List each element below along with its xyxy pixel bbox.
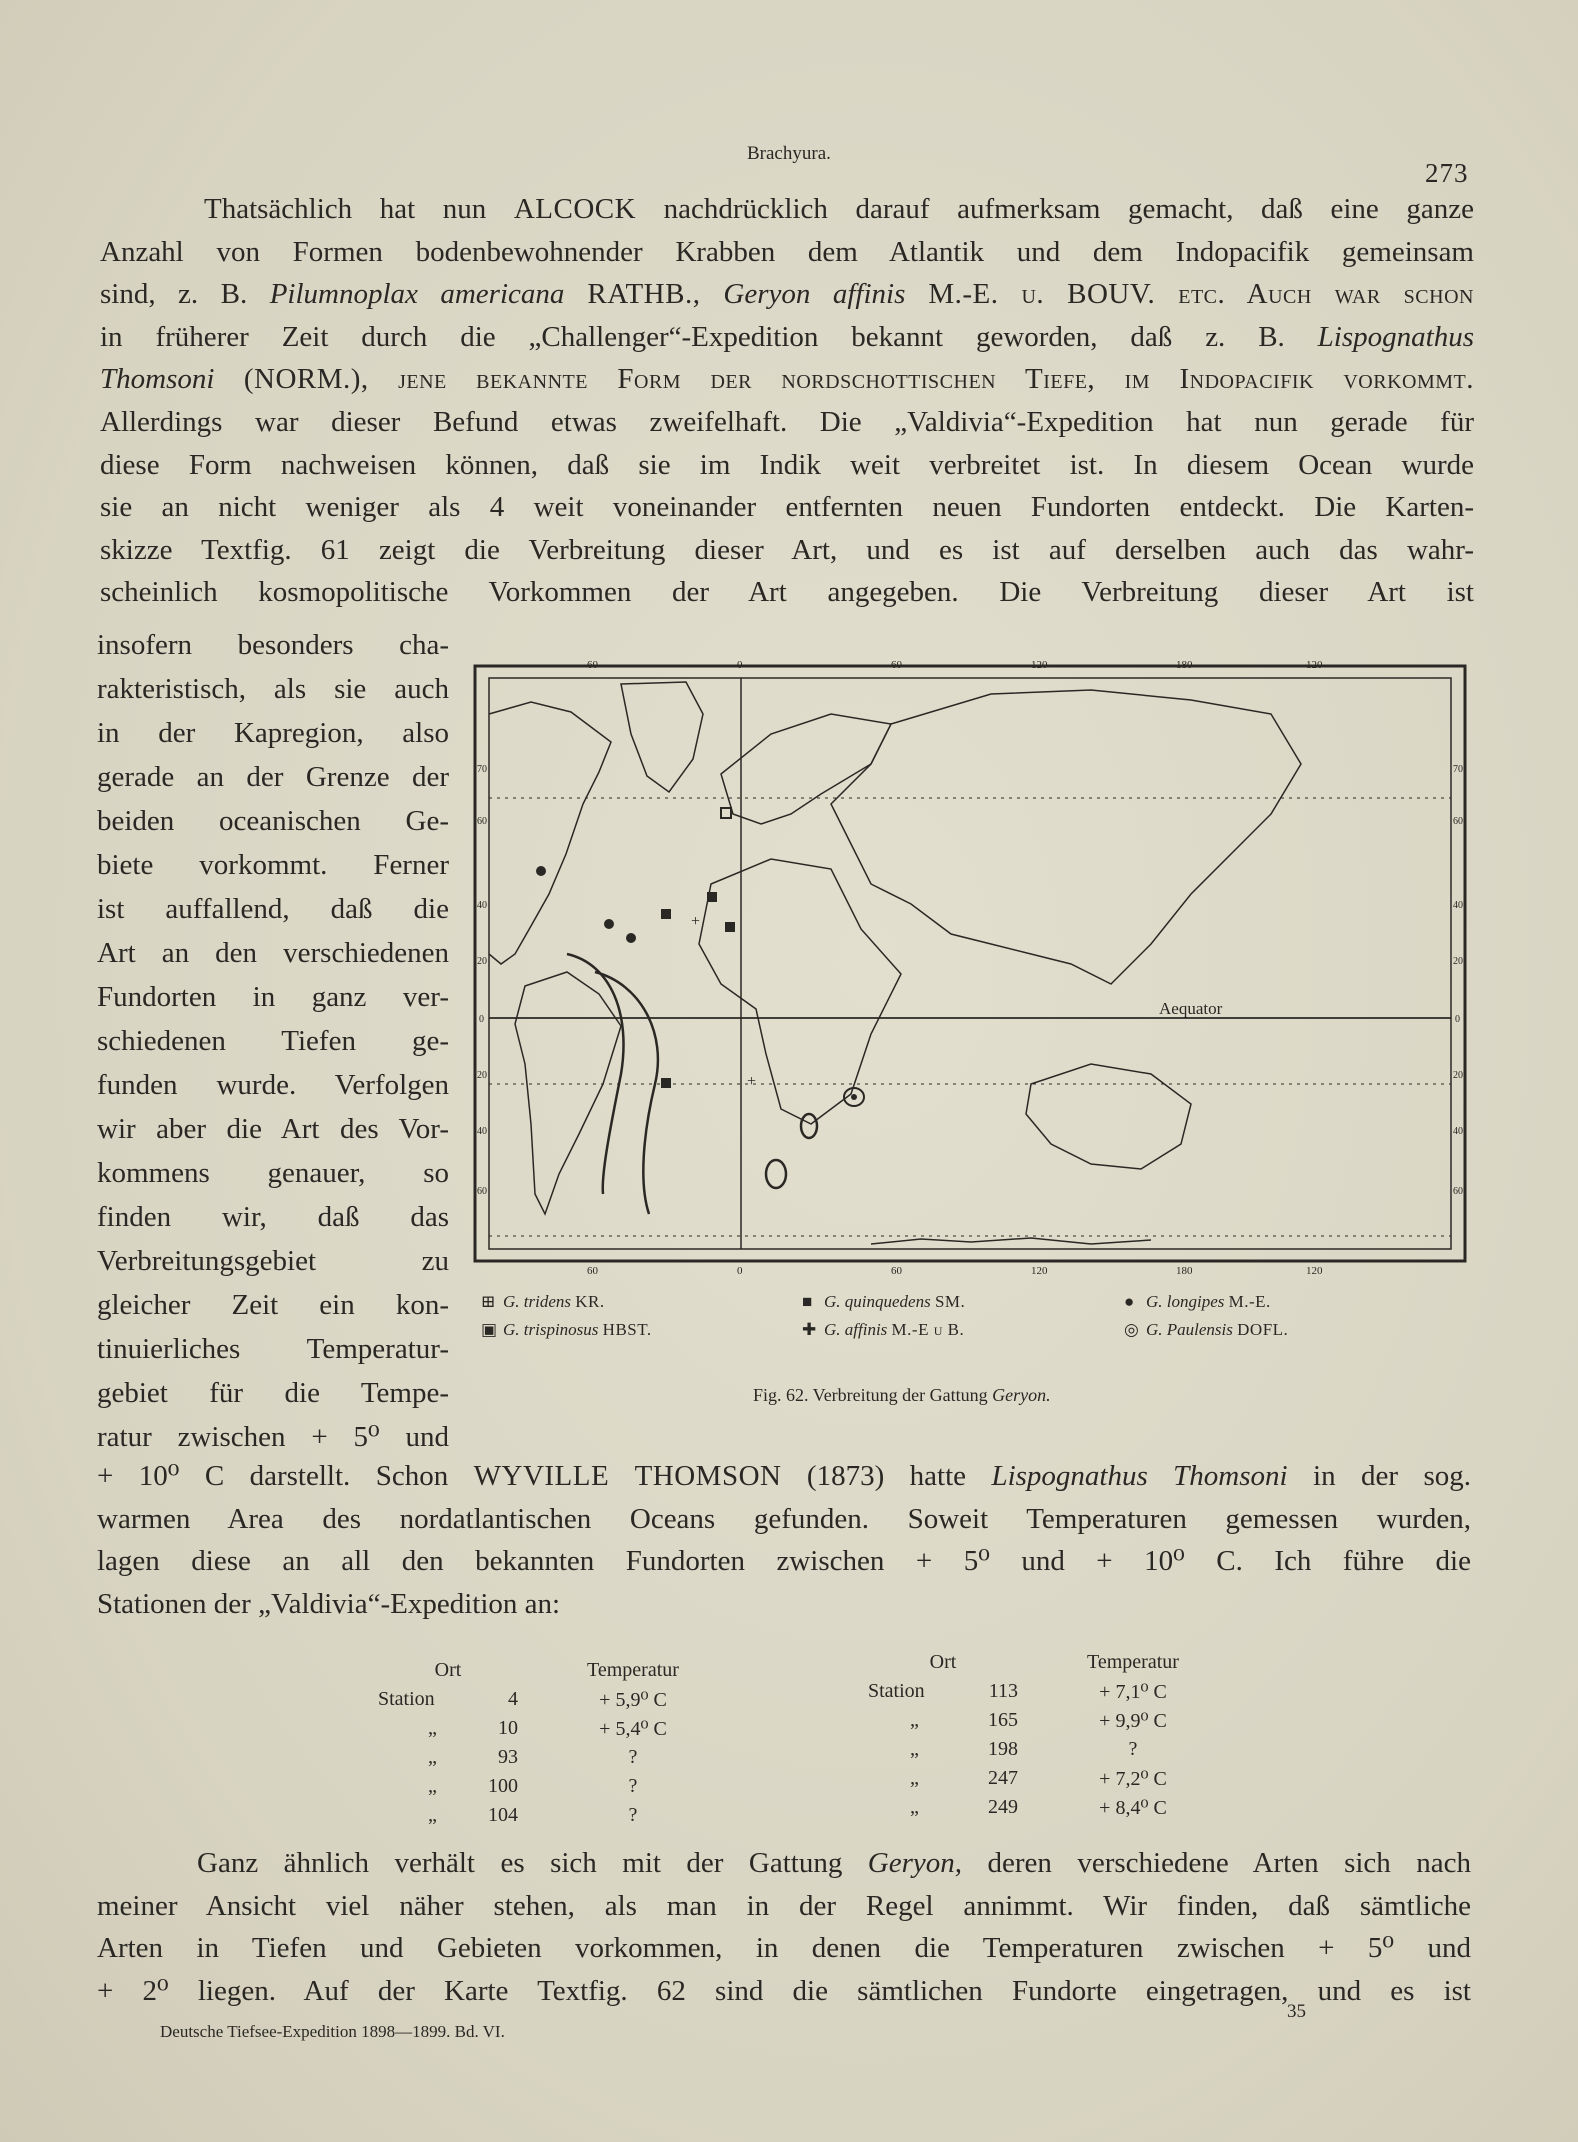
text-run: Anzahl von Formen bodenbewohnender Krabben dem Atlantik und dem Indopacifik gemeinsam [100, 235, 1474, 268]
table-cell: + 9,9⁰ C [1099, 1710, 1167, 1732]
legend-item [481, 1292, 605, 1312]
stations-table-right [868, 1648, 1248, 1822]
species-name: Lispognathus Thomsoni [991, 1460, 1288, 1492]
map-tick-label: 20 [477, 1070, 487, 1081]
affinis-symbol-icon: ✚ [802, 1320, 817, 1339]
table-cell: 93 [498, 1746, 518, 1768]
legend-item [1124, 1320, 1288, 1340]
quinquedens-symbol-icon: ■ [802, 1292, 813, 1311]
table-row [378, 1743, 748, 1772]
text-line [97, 1842, 1471, 1885]
table-cell: „ [910, 1767, 919, 1789]
table-cell: 165 [988, 1709, 1018, 1731]
table-cell: 249 [988, 1796, 1018, 1818]
map-tick-label: 60 [477, 1186, 487, 1197]
legend-author: HBST. [602, 1320, 652, 1339]
marker-longipes [536, 866, 546, 876]
author-name: WYVILLE THOMSON [473, 1460, 782, 1492]
table-cell: 10 [498, 1717, 518, 1739]
table-row [378, 1801, 748, 1830]
page-number: 273 [1425, 158, 1469, 188]
text-run: deren verschiedene Arten sich nach [962, 1847, 1471, 1879]
text-line [100, 529, 1474, 572]
table-cell: „ [910, 1796, 919, 1818]
species-name: Lispognathus [1317, 320, 1474, 353]
table-cell: „ [428, 1717, 437, 1739]
column-header: Ort [929, 1651, 957, 1673]
distribution-boundary-curve [567, 954, 624, 1194]
text-line: beiden oceanischen Ge- [97, 805, 449, 837]
text-run: + 10⁰ C darstellt. Schon [97, 1460, 474, 1492]
distribution-ring [766, 1160, 786, 1188]
legend-item [481, 1320, 652, 1340]
table-cell: Station [378, 1688, 435, 1710]
table-cell: + 7,2⁰ C [1099, 1768, 1167, 1790]
text-line [97, 1455, 1471, 1498]
map-tick-label: 180 [1176, 1265, 1193, 1277]
species-name: Geryon, [867, 1847, 963, 1879]
text-run: + 2⁰ liegen. Auf der Karte Textfig. 62 sind die sämtlichen Fundorte eingetragen, und es ist [97, 1974, 1471, 2007]
map-tick-label: 40 [1453, 1126, 1463, 1137]
map-inner-frame [489, 678, 1451, 1249]
map-tick-label: 20 [1453, 1070, 1463, 1081]
world-map-figure [471, 654, 1471, 1277]
map-tick-label: 0 [737, 659, 743, 671]
legend-species: G. affinis [824, 1320, 888, 1339]
text-line [97, 1540, 1471, 1583]
marker-affinis: + [691, 913, 701, 930]
table-cell: „ [428, 1775, 437, 1797]
table-cell: „ [428, 1804, 437, 1826]
table-row [868, 1793, 1248, 1822]
text-run: diese Form nachweisen können, daß sie im Indik weit verbreitet ist. In diesem Ocean wurde [100, 448, 1474, 481]
table-cell: ? [628, 1804, 638, 1826]
table-cell: + 8,4⁰ C [1099, 1797, 1167, 1819]
marker-affinis: + [747, 1073, 757, 1090]
map-tick-label: 120 [1031, 659, 1048, 671]
text-run: (NORM.), jene bekannte Form der nordschottischen Tiefe, im Indopacifik vorkommt. [214, 363, 1474, 396]
map-tick-label: 0 [1455, 1014, 1460, 1025]
table-row [378, 1772, 748, 1801]
table-row [868, 1706, 1248, 1735]
text-line: gebiet für die Tempe- [97, 1377, 449, 1409]
text-run: scheinlich kosmopolitische Vorkommen der Art angegeben. Die Verbreitung dieser Art ist [100, 576, 1474, 609]
map-tick-label: 120 [1031, 1265, 1048, 1277]
text-run: Stationen der „Valdivia“-Expedition an: [97, 1587, 561, 1620]
legend-author: KR. [575, 1292, 605, 1311]
map-tick-label: 120 [1306, 1265, 1323, 1277]
table-cell: 113 [988, 1680, 1018, 1702]
table-row [378, 1685, 748, 1714]
text-line [97, 1885, 1471, 1928]
text-run: M.-E. u. BOUV. etc. Auch war schon [905, 278, 1474, 311]
text-run: Ganz ähnlich verhält es sich mit der Gattung [197, 1847, 868, 1879]
legend-species: G. Paulensis [1146, 1320, 1233, 1339]
marker-paulensis [851, 1094, 857, 1100]
text-run: sind, z. B. [100, 278, 270, 311]
text-line [100, 444, 1474, 487]
text-run: Allerdings war dieser Befund etwas zweifelhaft. Die „Valdivia“-Expedition hat nun gerade für [100, 405, 1474, 438]
landmass-antarctica [871, 1238, 1151, 1244]
text-line [97, 1498, 1471, 1541]
landmass-australia [1026, 1064, 1191, 1169]
map-tick-label: 60 [477, 816, 487, 827]
figure-caption [753, 1385, 1051, 1406]
text-line [97, 1583, 1471, 1626]
text-line: kommens genauer, so [97, 1157, 449, 1189]
map-tick-label: 40 [477, 900, 487, 911]
equator-label: Aequator [1159, 999, 1223, 1018]
text-run: meiner Ansicht viel näher stehen, als man in der Regel annimmt. Wir finden, daß sämtliche [97, 1889, 1471, 1922]
marker-quinquedens [725, 922, 735, 932]
marker-longipes [604, 919, 614, 929]
legend-item [1124, 1292, 1271, 1312]
side-column-text [97, 623, 449, 1459]
map-tick-label: 60 [1453, 1186, 1463, 1197]
legend-author: M.-E. [1228, 1292, 1271, 1311]
map-tick-label: 40 [477, 1126, 487, 1137]
map-tick-label: 60 [891, 1265, 902, 1277]
text-line: gerade an der Grenze der [97, 761, 449, 793]
text-line: rakteristisch, als sie auch [97, 673, 449, 705]
paragraph-4 [97, 1842, 1471, 2012]
text-line: tinuierliches Temperatur- [97, 1333, 449, 1365]
caption-text: Fig. 62. Verbreitung der Gattung [753, 1385, 993, 1405]
landmass-greenland [621, 682, 703, 792]
marker-quinquedens [707, 892, 717, 902]
text-line [100, 358, 1474, 401]
text-line [100, 486, 1474, 529]
legend-item [802, 1320, 964, 1340]
legend-species: G. longipes [1146, 1292, 1225, 1311]
legend-author: SM. [934, 1292, 966, 1311]
text-line: ist auffallend, daß die [97, 893, 449, 925]
text-run: in der sog. [1287, 1460, 1471, 1492]
author-name: ALCOCK [513, 193, 637, 225]
legend-species: G. tridens [503, 1292, 571, 1311]
map-tick-label: 120 [1306, 659, 1323, 671]
species-name: Thomsoni [100, 363, 215, 396]
map-tick-label: 180 [1176, 659, 1193, 671]
column-header: Ort [434, 1659, 462, 1681]
map-outer-frame [475, 666, 1465, 1261]
map-tick-label: 60 [587, 659, 598, 671]
text-line: funden wurde. Verfolgen [97, 1069, 449, 1101]
map-tick-label: 60 [891, 659, 902, 671]
distribution-ring [801, 1114, 817, 1138]
table-cell: ? [628, 1775, 638, 1797]
longipes-symbol-icon: ● [1124, 1292, 1135, 1311]
text-run: RATHB., [564, 278, 724, 311]
legend-author: DOFL. [1237, 1320, 1289, 1339]
table-cell: + 5,9⁰ C [599, 1689, 667, 1711]
text-line [100, 188, 1474, 231]
text-run: in früherer Zeit durch die „Challenger“-Expedition bekannt geworden, daß z. B. [100, 320, 1318, 353]
table-header-row [378, 1656, 748, 1685]
legend-author: M.-E u B. [891, 1320, 965, 1339]
marker-quinquedens [661, 909, 671, 919]
table-cell: Station [868, 1680, 925, 1702]
text-run: Arten in Tiefen und Gebieten vorkommen, in denen die Temperaturen zwischen + 5⁰ und [97, 1932, 1471, 1965]
table-cell: 104 [488, 1804, 518, 1826]
map-tick-label: 0 [737, 1265, 743, 1277]
marker-quinquedens [661, 1078, 671, 1088]
paragraph-1 [100, 188, 1474, 614]
table-cell: ? [1128, 1738, 1138, 1760]
map-tick-label: 0 [479, 1014, 484, 1025]
text-run: sie an nicht weniger als 4 weit voneinander entfernten neuen Fundorten entdeckt. Die Karten- [100, 491, 1474, 524]
text-line: Fundorten in ganz ver- [97, 981, 449, 1013]
caption-genus: Geryon. [992, 1385, 1051, 1405]
text-run: lagen diese an all den bekannten Fundorten zwischen + 5⁰ und + 10⁰ C. Ich führe die [97, 1545, 1471, 1578]
text-line [100, 273, 1474, 316]
map-tick-label: 40 [1453, 900, 1463, 911]
text-line: gleicher Zeit ein kon- [97, 1289, 449, 1321]
text-line [100, 401, 1474, 444]
text-line: insofern besonders cha- [97, 629, 449, 661]
text-line [97, 1970, 1471, 2013]
table-cell: 247 [988, 1767, 1018, 1789]
text-line [97, 1927, 1471, 1970]
table-cell: + 5,4⁰ C [599, 1718, 667, 1740]
map-tick-label: 70 [1453, 764, 1463, 775]
landmass-asia [831, 690, 1301, 984]
paragraph-3 [97, 1455, 1471, 1625]
table-row [868, 1735, 1248, 1764]
table-header-row [868, 1648, 1248, 1677]
table-row [868, 1764, 1248, 1793]
stations-table-left [378, 1656, 748, 1830]
table-row [868, 1677, 1248, 1706]
text-line: schiedenen Tiefen ge- [97, 1025, 449, 1057]
column-header: Temperatur [587, 1659, 679, 1681]
text-line [100, 231, 1474, 274]
trispinosus-symbol-icon: ▣ [481, 1320, 498, 1339]
text-line: finden wir, daß das [97, 1201, 449, 1233]
map-tick-label: 60 [587, 1265, 598, 1277]
species-name: Pilumnoplax americana [269, 278, 565, 311]
table-cell: ? [628, 1746, 638, 1768]
legend-item [802, 1292, 965, 1312]
distribution-map [471, 654, 1471, 1277]
text-line [100, 316, 1474, 359]
text-run: (1873) hatte [781, 1460, 992, 1492]
paulensis-symbol-icon: ◎ [1124, 1320, 1139, 1339]
table-cell: „ [910, 1738, 919, 1760]
tridens-symbol-icon: ⊞ [481, 1292, 496, 1311]
text-line: ratur zwischen + 5⁰ und [97, 1421, 449, 1453]
text-line: biete vorkommt. Ferner [97, 849, 449, 881]
text-line: Art an den verschiedenen [97, 937, 449, 969]
map-tick-label: 20 [477, 956, 487, 967]
map-tick-label: 20 [1453, 956, 1463, 967]
text-line: in der Kapregion, also [97, 717, 449, 749]
text-run: skizze Textfig. 61 zeigt die Verbreitung dieser Art, und es ist auf derselben auch das wahr- [100, 533, 1474, 566]
text-line: wir aber die Art des Vor- [97, 1113, 449, 1145]
footer-signature-number: 35 [1287, 2001, 1306, 2022]
text-run: Thatsächlich hat nun [204, 193, 514, 225]
footer-publication: Deutsche Tiefsee-Expedition 1898—1899. Bd. VI. [160, 2022, 505, 2041]
text-run: warmen Area des nordatlantischen Oceans gefunden. Soweit Temperaturen gemessen wurden, [97, 1502, 1471, 1535]
landmass-north-america [489, 702, 611, 964]
column-header: Temperatur [1087, 1651, 1179, 1673]
table-cell: 198 [988, 1738, 1018, 1760]
legend-species: G. trispinosus [503, 1320, 599, 1339]
table-cell: 100 [488, 1775, 518, 1797]
legend-species: G. quinquedens [824, 1292, 931, 1311]
text-line: Verbreitungsgebiet zu [97, 1245, 449, 1277]
text-line [100, 571, 1474, 614]
table-cell: + 7,1⁰ C [1099, 1681, 1167, 1703]
species-name: Geryon affinis [723, 278, 906, 311]
table-cell: 4 [508, 1688, 518, 1710]
table-cell: „ [428, 1746, 437, 1768]
marker-longipes [626, 933, 636, 943]
running-head: Brachyura. [747, 143, 831, 164]
map-tick-label: 60 [1453, 816, 1463, 827]
table-row [378, 1714, 748, 1743]
landmass-south-america [515, 972, 621, 1214]
text-run: nachdrücklich darauf aufmerksam gemacht, daß eine ganze [636, 193, 1474, 225]
marker-tridens [721, 808, 731, 818]
map-tick-label: 70 [477, 764, 487, 775]
table-cell: „ [910, 1709, 919, 1731]
